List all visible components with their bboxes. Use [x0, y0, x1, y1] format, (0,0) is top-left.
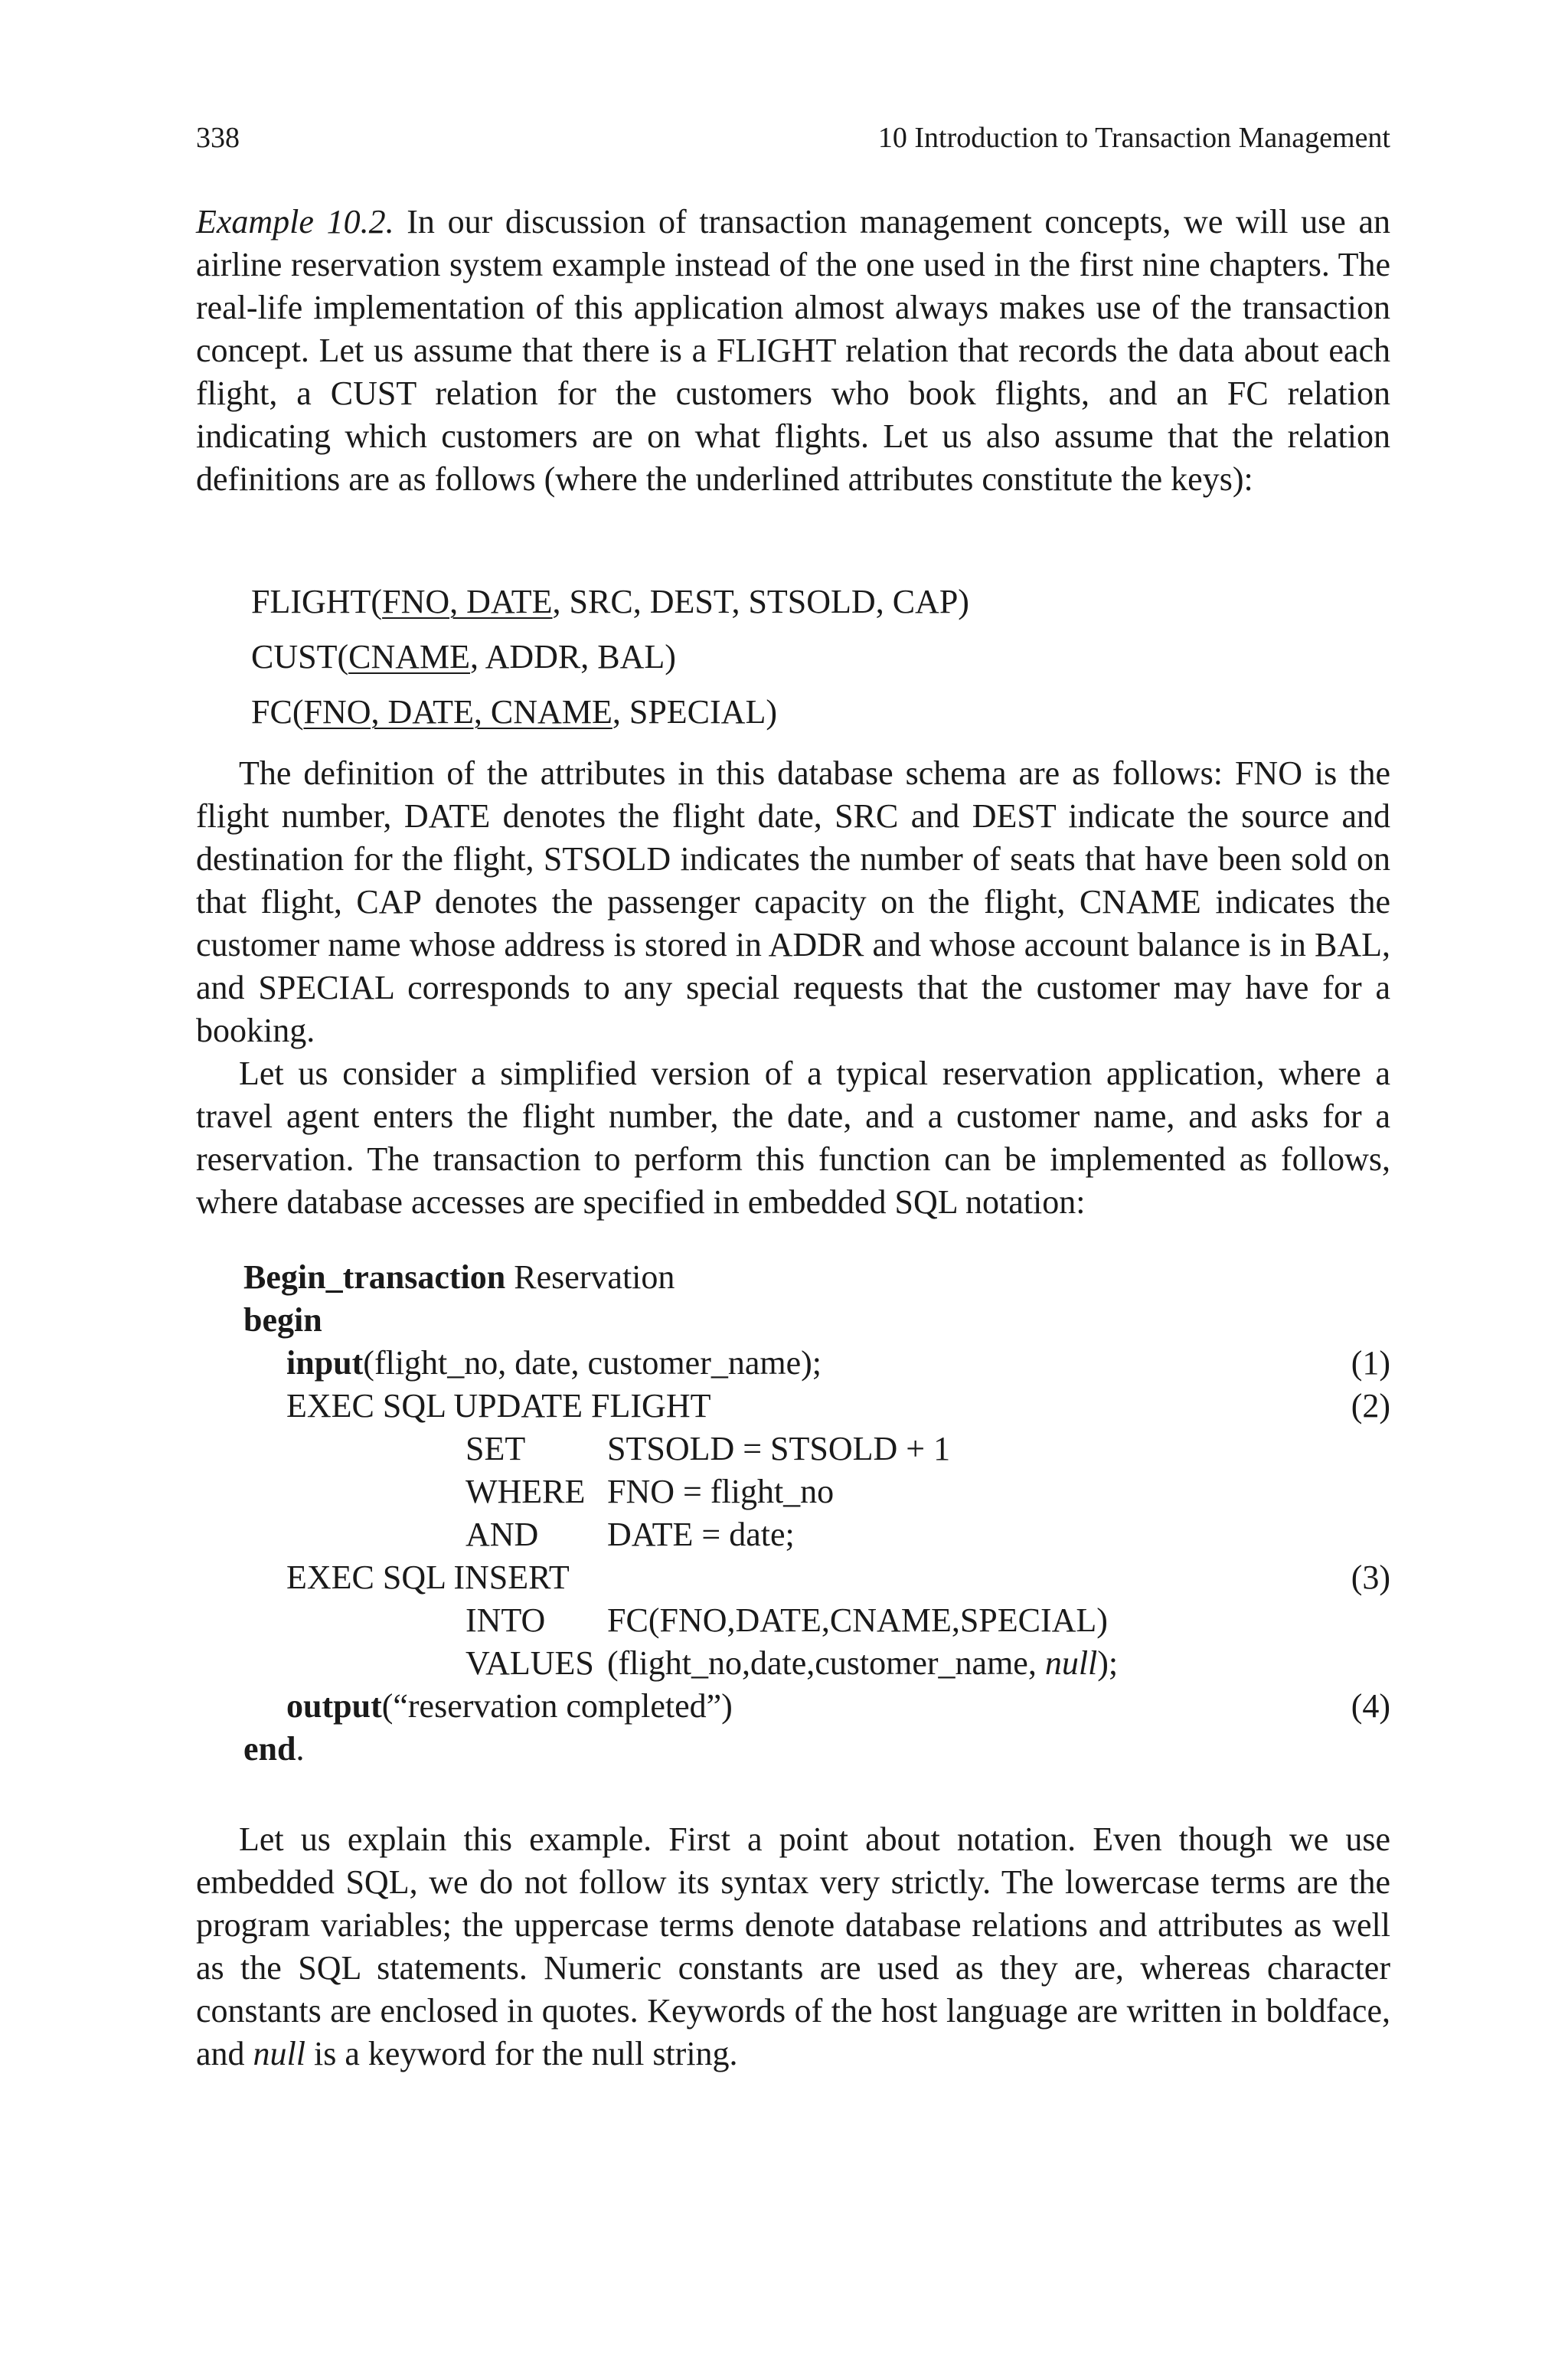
cust-relation: [251, 630, 969, 685]
example-text: In our discussion of transaction management concepts, we will use an airline reservation system example instead of the one used in the first nine chapters. The real-life implementation of this application almost always makes use of the transaction concept. Let us assume that there is a FLIGHT relation that records the data about each flight, a CUST relation for the customers who book flights, and an FC relation indicating which customers are on what flights. Let us also assume that the relation definitions are as follows (where the underlined attributes constitute the keys):: [196, 203, 1390, 498]
keyword: input: [286, 1344, 364, 1382]
code-text: (“reservation completed”): [381, 1687, 733, 1725]
code-text: Reservation: [505, 1258, 675, 1296]
code-line-9: [243, 1599, 1390, 1642]
statement-number: (1): [1351, 1344, 1390, 1382]
flight-relation: [251, 574, 969, 630]
code-line-7: [243, 1513, 1390, 1556]
running-head: 10 Introduction to Transaction Management: [877, 122, 1390, 154]
code-line-2: [243, 1299, 1390, 1342]
code-text: FC(FNO,DATE,CNAME,SPECIAL): [607, 1601, 1108, 1639]
page-header: [196, 121, 1390, 164]
code-text: STSOLD = STSOLD + 1: [607, 1430, 951, 1467]
sql-clause: WHERE: [466, 1473, 586, 1510]
null-keyword: null: [1044, 1644, 1098, 1682]
sql-clause: INTO: [466, 1601, 546, 1639]
key-attributes: CNAME: [348, 638, 471, 675]
notation-paragraph: [196, 1818, 1390, 2075]
sql-clause: AND: [466, 1516, 539, 1553]
relation-name: FC(: [251, 693, 304, 731]
code-text: (flight_no, date, customer_name);: [363, 1344, 822, 1382]
code-text: [607, 1642, 1118, 1685]
statement-number: (2): [1351, 1387, 1390, 1425]
code-text-part: (flight_no,date,customer_name,: [607, 1644, 1045, 1682]
relation-name: FLIGHT(: [251, 583, 383, 620]
code-line-3: [243, 1342, 1390, 1385]
keyword: begin: [243, 1301, 322, 1339]
relation-name: CUST(: [251, 638, 349, 675]
paragraph-text: is a keyword for the null string.: [305, 2035, 738, 2072]
code-text-part: );: [1097, 1644, 1119, 1682]
key-attributes: FNO, DATE, CNAME: [303, 693, 612, 731]
code-text: .: [296, 1730, 305, 1768]
page-number: 338: [196, 122, 240, 154]
keyword: output: [286, 1687, 382, 1725]
relation-schema: [251, 574, 969, 740]
key-attributes: FNO, DATE: [382, 583, 553, 620]
sql-clause: VALUES: [466, 1644, 594, 1682]
code-line-5: [243, 1428, 1390, 1470]
paragraph-text: Let us explain this example. First a point about notation. Even though we use embedded SQL, we do not follow its syntax very strictly. The lowercase terms are the program variables; the uppercase terms denote database relations and attributes as well as the SQL statements. Numeric constants are used as they are, whereas character constants are enclosed in quotes. Keywords of the host language are written in boldface, and: [196, 1820, 1390, 2072]
code-text: EXEC SQL UPDATE FLIGHT: [286, 1387, 711, 1425]
code-line-1: [243, 1256, 1390, 1299]
statement-number: (4): [1351, 1687, 1390, 1725]
application-paragraph: Let us consider a simplified version of a typical reservation application, where a travel agent enters the flight number, the date, and a customer name, and asks for a reservation. The transaction to perform this function can be implemented as follows, where database accesses are specified in embedded SQL notation:: [196, 1055, 1390, 1221]
code-line-8: [243, 1556, 1390, 1599]
code-line-4: [243, 1385, 1390, 1428]
code-text: DATE = date;: [607, 1516, 795, 1553]
keyword: Begin_transaction: [243, 1258, 506, 1296]
code-text: FNO = flight_no: [607, 1473, 835, 1510]
code-line-6: [243, 1470, 1390, 1513]
code-line-11: [243, 1685, 1390, 1728]
transaction-code: [243, 1256, 1390, 1771]
code-text: EXEC SQL INSERT: [286, 1559, 570, 1596]
example-paragraph: [196, 201, 1390, 501]
code-line-12: [243, 1728, 1390, 1771]
attributes: , SPECIAL): [612, 693, 777, 731]
sql-clause: SET: [466, 1430, 526, 1467]
fc-relation: [251, 685, 969, 740]
attributes: , ADDR, BAL): [470, 638, 676, 675]
attributes: , SRC, DEST, STSOLD, CAP): [552, 583, 969, 620]
attributes-paragraph: The definition of the attributes in this database schema are as follows: FNO is the flight number, DATE denotes the flight date, SRC and DEST indicate the source and destination for the flight, STSOLD indicates the number of seats that have been sold on that flight, CAP denotes the passenger capacity on the flight, CNAME indicates the customer name whose address is stored in ADDR and whose account balance is in BAL, and SPECIAL corresponds to any special requests that the customer may have for a booking.: [196, 754, 1390, 1049]
code-line-10: [243, 1642, 1390, 1685]
statement-number: (3): [1351, 1559, 1390, 1596]
example-label: Example 10.2.: [196, 203, 394, 240]
keyword: end: [243, 1730, 296, 1768]
null-keyword: null: [253, 2035, 305, 2072]
